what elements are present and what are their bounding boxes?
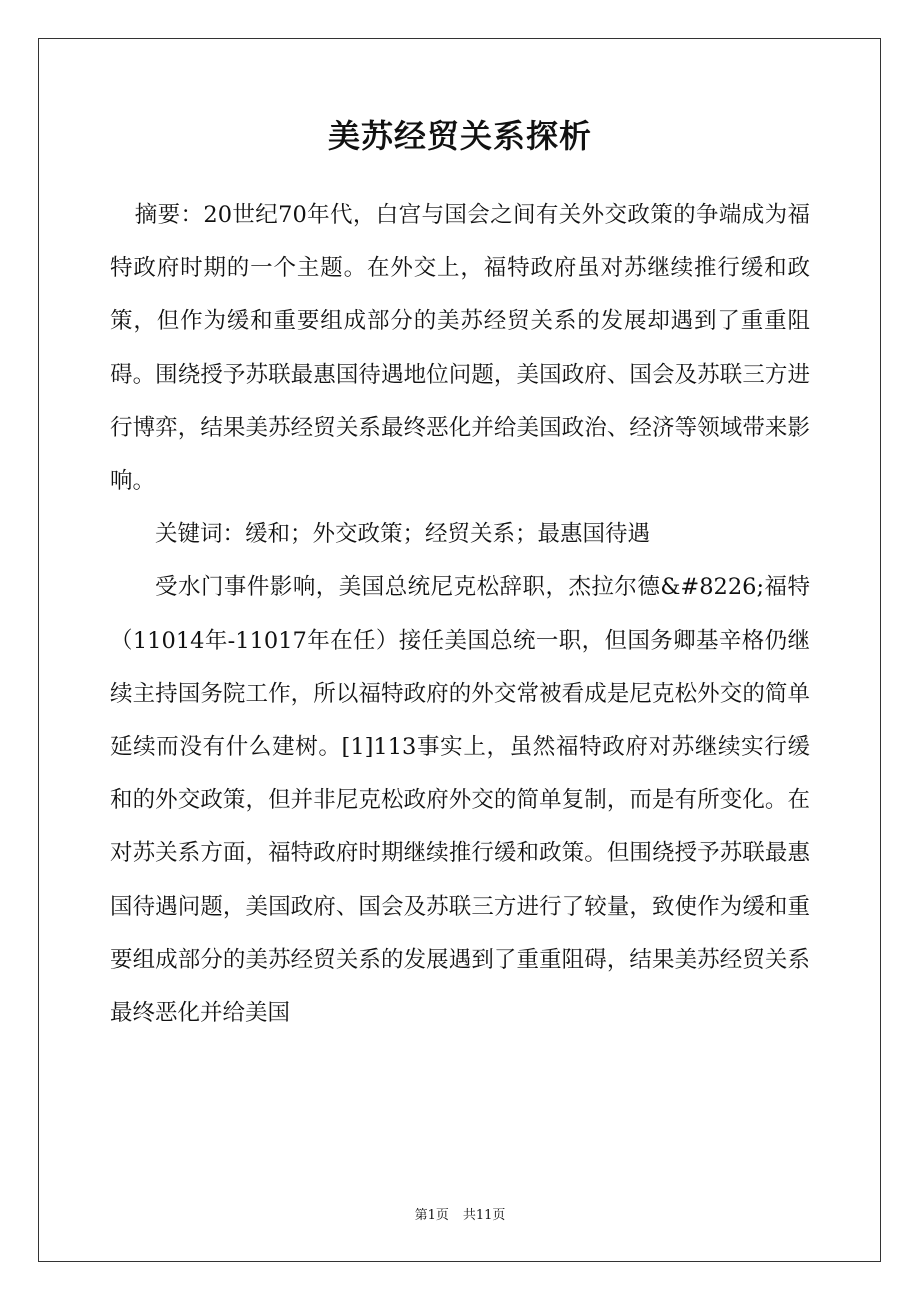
body-paragraph: 受水门事件影响，美国总统尼克松辞职，杰拉尔德&#8226;福特（11014年-11017年在任）接任美国总统一职，但国务卿基辛格仍继续主持国务院工作，所以福特政府的外交常被看成是尼克松外交的简单延续而没有什么建树。[1]113事实上，虽然福特政府对苏继续实行缓和的外交政策，但并非尼克松政府外交的简单复制，而是有所变化。在对苏关系方面，福特政府时期继续推行缓和政策。但围绕授予苏联最惠国待遇问题，美国政府、国会及苏联三方进行了较量，致使作为缓和重要组成部分的美苏经贸关系的发展遇到了重重阻碍，结果美苏经贸关系最终恶化并给美国 bbox=[110, 574, 810, 1027]
page-total: 共11页 bbox=[462, 1208, 506, 1223]
page-footer bbox=[0, 1206, 920, 1226]
document-title: 美苏经贸关系探析 bbox=[327, 117, 592, 155]
abstract-paragraph: 摘要：20世纪70年代，白宫与国会之间有关外交政策的争端成为福特政府时期的一个主题。在外交上，福特政府虽对苏继续推行缓和政策，但作为缓和重要组成部分的美苏经贸关系的发展却遇到了重重阻碍。围绕授予苏联最惠国待遇地位问题，美国政府、国会及苏联三方进行博弈，结果美苏经贸关系最终恶化并给美国政治、经济等领域带来影响。 bbox=[110, 202, 810, 495]
document-body bbox=[110, 189, 810, 1040]
page-number: 第1页 bbox=[414, 1208, 449, 1223]
keywords-paragraph: 关键词：缓和；外交政策；经贸关系；最惠国待遇 bbox=[155, 521, 651, 548]
